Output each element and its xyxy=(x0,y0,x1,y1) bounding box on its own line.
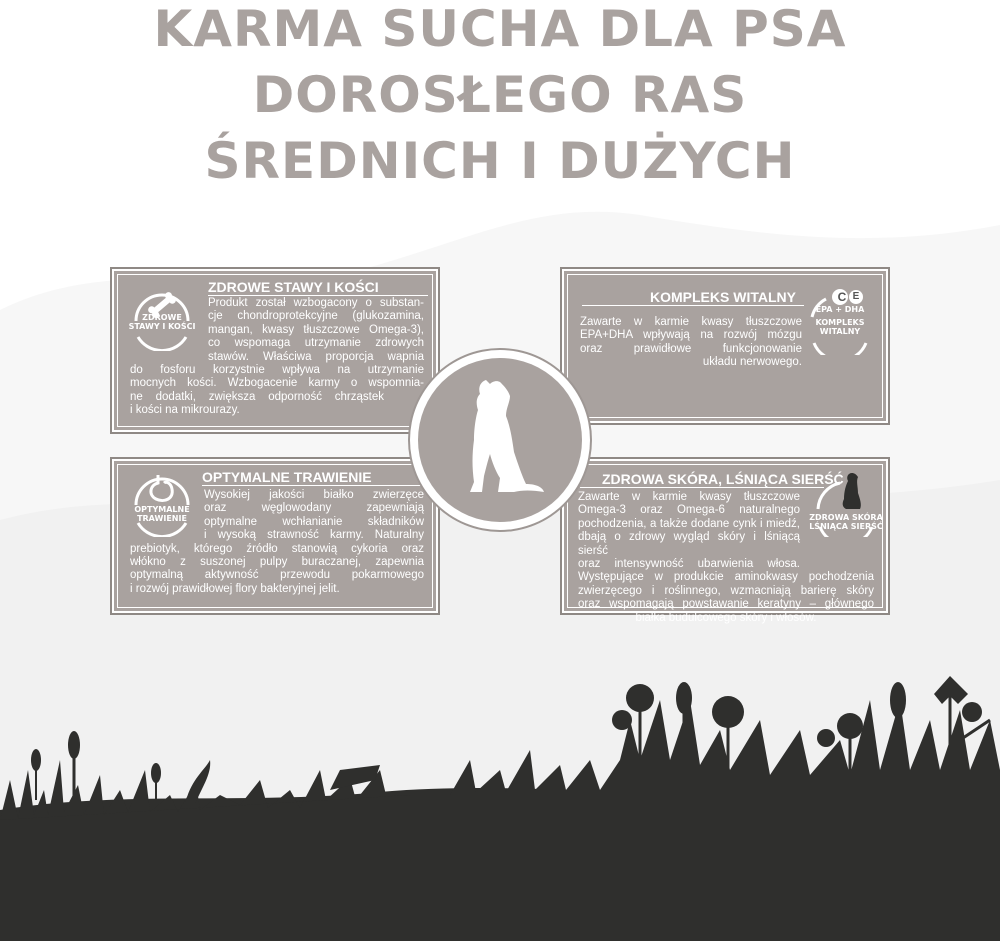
panel-text-skin: Zawarte w karmie kwasy tłuszczowe Omega-3 oraz Omega-6 naturalnego pochodzenia, a także dodane cynk i miedź, dbają o zdrowy wygląd skóry i lśniącą sierść oraz intensywność ubarwienia włosa. Występujące w produkcie aminokwasy pochodzenia zwierzęcego i roślinnego, wzmacniają barierę skóry oraz wspomagają powstawanie keratyny – głównego białka budulcowego skóry i włosów. xyxy=(578,491,874,624)
panel-heading-skin: ZDROWA SKÓRA, LŚNIĄCA SIERŚĆ xyxy=(602,471,844,487)
panel-text-digestion: Wysokiej jakości białko zwierzęce oraz węglowodany zapewniają optymalne wchłanianie składników i wysoką strawność karmy. Naturalny prebiotyk, którego źródło stanowią cykoria oraz włókno z suszonej pulpy buraczanej, zapewnia optymalną aktywność przewodu pokarmowego i rozwój prawidłowej flory bakteryjnej jelit. xyxy=(130,489,424,595)
panel-heading-digestion: OPTYMALNE TRAWIENIE xyxy=(202,469,372,485)
badge-vitamin-e: E xyxy=(852,291,860,302)
title-line-3: ŚREDNICH I DUŻYCH xyxy=(204,132,796,190)
badge-vitamin-c: C xyxy=(837,290,847,304)
title-line-2: DOROSŁEGO RAS xyxy=(252,66,748,124)
panel-heading-joints: ZDROWE STAWY I KOŚCI xyxy=(208,279,379,295)
badge-label-skin: ZDROWA SKÓRA LŚNIĄCA SIERŚĆ xyxy=(809,513,883,531)
badge-label-joints: ZDROWE STAWY I KOŚCI xyxy=(128,313,196,331)
panel-text-vital: Zawarte w karmie kwasy tłuszczowe EPA+DHA wpływają na rozwój mózgu oraz prawidłowe funkcjonowanie układu nerwowego. xyxy=(580,316,802,369)
title-line-1: KARMA SUCHA DLA PSA xyxy=(153,0,847,58)
panel-text-joints: Produkt został wzbogacony o substan- cje chondroprotekcyjne (glukozamina, mangan, kwasy tłuszczowe Omega-3), co wspomaga utrzymanie zdrowych stawów. Właściwa proporcja wapnia do fosforu korzystnie wpływa na utrzymanie mocnych kości. Wzbogacenie karmy o wspomnia- ne dodatki, zwiększa odporność chrząstek i kości na mikrourazy. xyxy=(130,297,424,417)
panel-heading-vital: KOMPLEKS WITALNY xyxy=(650,289,796,305)
badge-label-vital: EPA + DHA KOMPLEKS WITALNY xyxy=(815,305,865,336)
badge-label-digestion: OPTYMALNE TRAWIENIE xyxy=(134,505,190,523)
